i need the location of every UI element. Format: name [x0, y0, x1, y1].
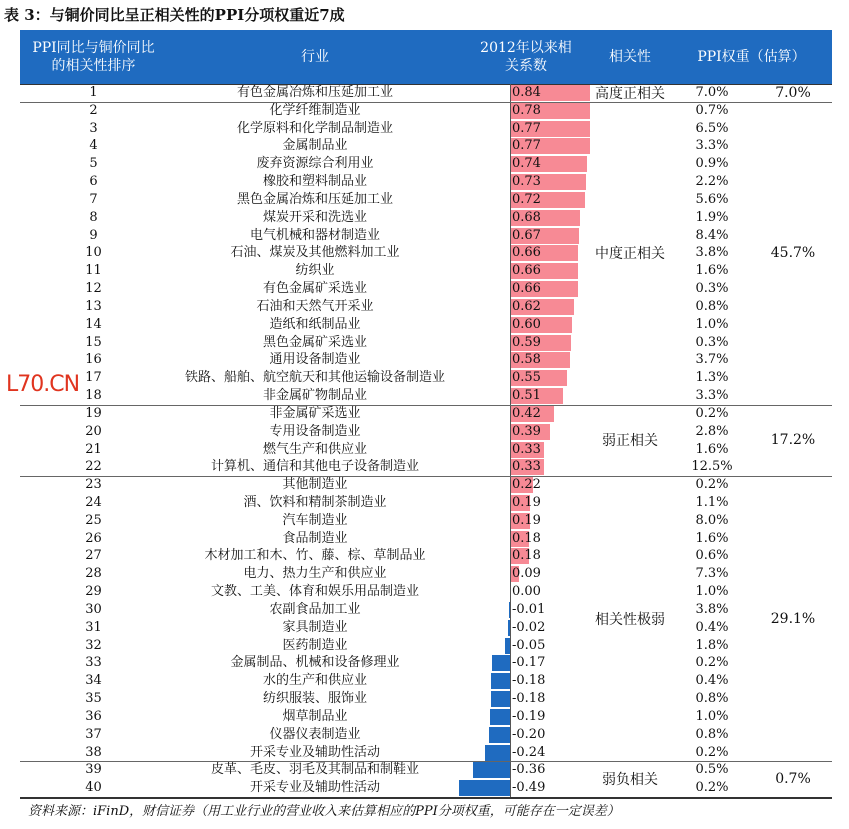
rank-cell: 12	[85, 281, 102, 297]
coefficient-value: -0.17	[512, 655, 546, 671]
rank-cell: 30	[85, 601, 102, 617]
weight-cell: 0.2%	[695, 655, 729, 671]
rank-cell: 10	[85, 245, 102, 261]
group-weight-total: 0.7%	[754, 762, 832, 797]
table-row	[20, 512, 832, 530]
coefficient-cell	[510, 369, 589, 387]
rank-cell: 21	[85, 441, 102, 457]
rank-cell: 26	[85, 530, 102, 546]
table-row	[20, 262, 832, 280]
coefficient-cell	[510, 316, 589, 334]
weight-cell: 0.4%	[695, 673, 729, 689]
weight-cell: 1.0%	[695, 708, 729, 724]
industry-cell: 专用设备制造业	[269, 423, 361, 439]
header-industry: 行业	[301, 49, 329, 65]
coefficient-cell	[510, 298, 589, 316]
header-relation: 相关性	[609, 49, 651, 65]
coefficient-cell	[510, 351, 589, 369]
coefficient-cell	[510, 173, 589, 191]
weight-cell: 1.0%	[695, 316, 729, 332]
industry-cell: 煤炭开采和洗选业	[262, 209, 367, 225]
coefficient-bar-negative	[490, 709, 510, 725]
weight-cell: 0.5%	[695, 762, 729, 778]
rank-cell: 19	[85, 405, 102, 421]
industry-cell: 开采专业及辅助性活动	[249, 780, 380, 796]
coefficient-value: -0.02	[512, 619, 546, 635]
weight-cell: 0.4%	[695, 619, 729, 635]
coefficient-value: -0.24	[512, 744, 546, 760]
coefficient-cell	[510, 530, 589, 548]
coefficient-cell	[510, 601, 589, 619]
industry-cell: 非金属矿物制品业	[262, 388, 367, 404]
relation-group-label: 相关性极弱	[590, 477, 670, 761]
industry-cell: 铁路、船舶、航空航天和其他运输设备制造业	[184, 370, 445, 386]
weight-cell: 0.8%	[695, 726, 729, 742]
rank-cell: 32	[85, 637, 102, 653]
industry-cell: 纺织服装、服饰业	[262, 691, 367, 707]
industry-cell: 计算机、通信和其他电子设备制造业	[210, 459, 419, 475]
table-row	[20, 102, 832, 120]
coefficient-bar-negative	[489, 727, 510, 743]
coefficient-value: 0.74	[512, 156, 541, 172]
coefficient-value: 0.18	[512, 548, 541, 564]
coefficient-cell	[510, 654, 589, 672]
weight-cell: 7.0%	[695, 85, 729, 100]
table-row	[20, 476, 832, 494]
rank-cell: 6	[89, 174, 98, 190]
industry-cell: 电气机械和器材制造业	[249, 227, 380, 243]
industry-cell: 石油、煤炭及其他燃料加工业	[230, 245, 400, 261]
group-weight-total: 45.7%	[754, 102, 832, 404]
table-row	[20, 494, 832, 512]
coefficient-value: 0.73	[512, 174, 541, 190]
rank-cell: 28	[85, 566, 102, 582]
coefficient-cell	[510, 423, 589, 441]
industry-cell: 开采专业及辅助性活动	[249, 744, 380, 760]
coefficient-value: 0.67	[512, 227, 541, 243]
coefficient-cell	[510, 244, 589, 262]
coefficient-bar-negative	[459, 780, 510, 796]
coefficient-cell	[510, 512, 589, 530]
coefficient-value: 0.19	[512, 512, 541, 528]
watermark: L70.CN	[6, 372, 80, 397]
weight-cell: 3.3%	[695, 388, 729, 404]
coefficient-cell	[510, 672, 589, 690]
coefficient-value: 0.22	[512, 477, 541, 493]
rank-cell: 35	[85, 691, 102, 707]
coefficient-cell	[510, 209, 589, 227]
coefficient-value: 0.19	[512, 494, 541, 510]
coefficient-value: 0.78	[512, 102, 541, 118]
industry-cell: 化学纤维制造业	[269, 102, 361, 118]
coefficient-cell	[510, 334, 589, 352]
coefficient-cell	[510, 547, 589, 565]
coefficient-value: 0.33	[512, 459, 541, 475]
rank-cell: 7	[89, 191, 98, 207]
table-row	[20, 334, 832, 352]
table-row	[20, 405, 832, 423]
industry-cell: 水的生产和供应业	[262, 673, 367, 689]
coefficient-value: -0.01	[512, 601, 546, 617]
table-body	[20, 84, 832, 797]
coefficient-bar-negative	[492, 655, 510, 671]
table-row	[20, 423, 832, 441]
rank-cell: 2	[89, 102, 98, 118]
rank-cell: 4	[89, 138, 98, 154]
weight-cell: 0.7%	[695, 102, 729, 118]
coefficient-cell	[510, 191, 589, 209]
table-row	[20, 547, 832, 565]
coefficient-value: 0.39	[512, 423, 541, 439]
rank-cell: 40	[85, 780, 102, 796]
coefficient-bar-negative	[491, 691, 510, 707]
table-row	[20, 298, 832, 316]
rank-cell: 13	[85, 298, 102, 314]
table-row	[20, 209, 832, 227]
coefficient-value: -0.05	[512, 637, 546, 653]
coefficient-value: 0.68	[512, 209, 541, 225]
rank-cell: 38	[85, 744, 102, 760]
header-coef-line2: 关系数	[504, 58, 547, 74]
coefficient-cell	[510, 458, 589, 476]
rank-cell: 27	[85, 548, 102, 564]
coefficient-cell	[510, 405, 589, 423]
weight-cell: 1.8%	[695, 637, 729, 653]
coefficient-cell	[510, 761, 589, 779]
weight-cell: 1.1%	[695, 494, 729, 510]
coefficient-cell	[510, 84, 589, 102]
weight-cell: 1.6%	[695, 441, 729, 457]
table-title: 表 3：与铜价同比呈正相关性的PPI分项权重近7成	[4, 6, 345, 24]
header-coefficient	[463, 30, 589, 84]
coefficient-cell	[510, 227, 589, 245]
industry-cell: 家具制造业	[282, 619, 348, 635]
weight-cell: 0.3%	[695, 334, 729, 350]
weight-cell: 1.3%	[695, 370, 729, 386]
coefficient-cell	[510, 690, 589, 708]
coefficient-value: -0.36	[512, 762, 546, 778]
table-row	[20, 761, 832, 779]
coefficient-value: 0.00	[512, 584, 541, 600]
industry-cell: 文教、工美、体育和娱乐用品制造业	[210, 584, 419, 600]
industry-cell: 化学原料和化学制品制造业	[236, 120, 393, 136]
weight-cell: 1.0%	[695, 584, 729, 600]
table-row	[20, 583, 832, 601]
rank-cell: 31	[85, 619, 102, 635]
coefficient-cell	[510, 494, 589, 512]
table-row	[20, 191, 832, 209]
rank-cell: 34	[85, 673, 102, 689]
weight-cell: 0.8%	[695, 691, 729, 707]
industry-cell: 其他制造业	[282, 477, 348, 493]
rank-cell: 36	[85, 708, 102, 724]
coefficient-value: 0.60	[512, 316, 541, 332]
industry-cell: 非金属矿采选业	[269, 405, 361, 421]
rank-cell: 1	[89, 85, 98, 100]
coefficient-value: 0.62	[512, 298, 541, 314]
header-weight: PPI权重（估算）	[697, 49, 806, 65]
weight-cell: 3.3%	[695, 138, 729, 154]
rank-cell: 11	[85, 263, 102, 279]
relation-group-label: 中度正相关	[590, 102, 670, 404]
group-separator	[20, 102, 832, 103]
coefficient-value: 0.59	[512, 334, 541, 350]
weight-cell: 12.5%	[691, 459, 733, 475]
relation-group-label: 弱负相关	[590, 762, 670, 797]
table-row	[20, 351, 832, 369]
industry-cell: 仪器仪表制造业	[269, 726, 361, 742]
coefficient-zero-axis	[510, 84, 511, 797]
weight-cell: 0.6%	[695, 548, 729, 564]
rank-cell: 8	[89, 209, 98, 225]
weight-cell: 0.9%	[695, 156, 729, 172]
table-row	[20, 654, 832, 672]
industry-cell: 农副食品加工业	[269, 601, 361, 617]
weight-cell: 0.2%	[695, 744, 729, 760]
weight-cell: 8.0%	[695, 512, 729, 528]
coefficient-cell	[510, 280, 589, 298]
coefficient-cell	[510, 583, 589, 601]
group-weight-total: 29.1%	[754, 477, 832, 761]
industry-cell: 纺织业	[295, 263, 335, 279]
industry-cell: 黑色金属矿采选业	[262, 334, 367, 350]
weight-cell: 1.6%	[695, 263, 729, 279]
coefficient-value: 0.51	[512, 388, 541, 404]
rank-cell: 17	[85, 370, 102, 386]
rank-cell: 18	[85, 388, 102, 404]
weight-cell: 1.9%	[695, 209, 729, 225]
industry-cell: 酒、饮料和精制茶制造业	[243, 494, 387, 510]
table-row	[20, 672, 832, 690]
coefficient-cell	[510, 387, 589, 405]
group-separator	[20, 476, 832, 477]
rank-cell: 15	[85, 334, 102, 350]
table-row	[20, 637, 832, 655]
weight-cell: 0.2%	[695, 405, 729, 421]
rank-cell: 24	[85, 494, 102, 510]
industry-cell: 汽车制造业	[282, 512, 348, 528]
industry-cell: 电力、热力生产和供应业	[243, 566, 387, 582]
weight-cell: 7.3%	[695, 566, 729, 582]
coefficient-value: 0.72	[512, 191, 541, 207]
coefficient-bar-negative	[485, 745, 510, 761]
table-header	[20, 30, 832, 84]
coefficient-cell	[510, 137, 589, 155]
coefficient-value: 0.33	[512, 441, 541, 457]
rank-cell: 9	[89, 227, 98, 243]
table-row	[20, 441, 832, 459]
industry-cell: 橡胶和塑料制品业	[262, 174, 367, 190]
industry-cell: 石油和天然气开采业	[256, 298, 374, 314]
weight-cell: 3.7%	[695, 352, 729, 368]
table-row	[20, 726, 832, 744]
rank-cell: 14	[85, 316, 102, 332]
rank-cell: 5	[89, 156, 98, 172]
weight-cell: 0.2%	[695, 780, 729, 796]
weight-cell: 3.8%	[695, 245, 729, 261]
table-row	[20, 369, 832, 387]
weight-cell: 5.6%	[695, 191, 729, 207]
rank-cell: 3	[89, 120, 98, 136]
rank-cell: 22	[85, 459, 102, 475]
coefficient-value: 0.66	[512, 263, 541, 279]
table-row	[20, 155, 832, 173]
table-row	[20, 173, 832, 191]
rank-cell: 20	[85, 423, 102, 439]
coefficient-cell	[510, 708, 589, 726]
coefficient-cell	[510, 619, 589, 637]
industry-cell: 医药制造业	[282, 637, 348, 653]
industry-cell: 皮革、毛皮、羽毛及其制品和制鞋业	[210, 762, 419, 778]
table-row	[20, 744, 832, 762]
weight-cell: 3.8%	[695, 601, 729, 617]
rank-cell: 33	[85, 655, 102, 671]
table-row	[20, 137, 832, 155]
coefficient-cell	[510, 726, 589, 744]
table-row	[20, 690, 832, 708]
table-row	[20, 530, 832, 548]
coefficient-value: 0.66	[512, 281, 541, 297]
weight-cell: 2.8%	[695, 423, 729, 439]
rank-cell: 23	[85, 477, 102, 493]
table-row	[20, 601, 832, 619]
coefficient-value: 0.55	[512, 370, 541, 386]
industry-cell: 金属制品、机械和设备修理业	[230, 655, 400, 671]
header-rank-line2: 的相关性排序	[51, 58, 136, 74]
industry-cell: 食品制造业	[282, 530, 348, 546]
industry-cell: 废弃资源综合利用业	[256, 156, 374, 172]
header-rank-line1: PPI同比与铜价同比	[32, 40, 155, 56]
weight-cell: 2.2%	[695, 174, 729, 190]
coefficient-cell	[510, 262, 589, 280]
coefficient-bar-negative	[473, 762, 510, 778]
rank-cell: 25	[85, 512, 102, 528]
weight-cell: 0.2%	[695, 477, 729, 493]
rank-cell: 39	[85, 762, 102, 778]
coefficient-value: -0.18	[512, 691, 546, 707]
coefficient-value: 0.66	[512, 245, 541, 261]
coefficient-value: -0.49	[512, 780, 546, 796]
table-row	[20, 316, 832, 334]
coefficient-value: 0.77	[512, 138, 541, 154]
industry-cell: 造纸和纸制品业	[269, 316, 361, 332]
industry-cell: 黑色金属冶炼和压延加工业	[236, 191, 393, 207]
table-row	[20, 280, 832, 298]
coefficient-bar-negative	[491, 673, 510, 689]
coefficient-value: -0.19	[512, 708, 546, 724]
table-row	[20, 458, 832, 476]
industry-cell: 木材加工和木、竹、藤、棕、草制品业	[204, 548, 426, 564]
coefficient-cell	[510, 102, 589, 120]
coefficient-value: -0.18	[512, 673, 546, 689]
coefficient-cell	[510, 779, 589, 797]
weight-cell: 1.6%	[695, 530, 729, 546]
rank-cell: 29	[85, 584, 102, 600]
coefficient-cell	[510, 120, 589, 138]
table-row	[20, 244, 832, 262]
industry-cell: 烟草制品业	[282, 708, 348, 724]
coefficient-cell	[510, 476, 589, 494]
coefficient-value: 0.42	[512, 405, 541, 421]
table-row	[20, 227, 832, 245]
weight-cell: 0.3%	[695, 281, 729, 297]
table-row	[20, 387, 832, 405]
table-row	[20, 565, 832, 583]
industry-cell: 燃气生产和供应业	[262, 441, 367, 457]
industry-cell: 金属制品业	[282, 138, 348, 154]
header-coef-line1: 2012年以来相	[480, 40, 572, 56]
industry-cell: 有色金属矿采选业	[262, 281, 367, 297]
coefficient-value: -0.20	[512, 726, 546, 742]
table-row	[20, 708, 832, 726]
rank-cell: 37	[85, 726, 102, 742]
table-row	[20, 779, 832, 797]
group-separator	[20, 405, 832, 406]
weight-cell: 6.5%	[695, 120, 729, 136]
table-row	[20, 120, 832, 138]
coefficient-cell	[510, 441, 589, 459]
coefficient-value: 0.84	[512, 85, 541, 100]
coefficient-cell	[510, 155, 589, 173]
rank-cell: 16	[85, 352, 102, 368]
coefficient-value: 0.09	[512, 566, 541, 582]
header-rank	[20, 30, 167, 84]
industry-cell: 通用设备制造业	[269, 352, 361, 368]
relation-group-label: 高度正相关	[590, 85, 670, 102]
coefficient-value: 0.77	[512, 120, 541, 136]
table-row	[20, 84, 832, 102]
weight-cell: 0.8%	[695, 298, 729, 314]
coefficient-cell	[510, 565, 589, 583]
table-row	[20, 619, 832, 637]
group-weight-total: 17.2%	[754, 405, 832, 475]
group-weight-total: 7.0%	[754, 85, 832, 102]
coefficient-cell	[510, 744, 589, 762]
weight-cell: 8.4%	[695, 227, 729, 243]
coefficient-value: 0.58	[512, 352, 541, 368]
coefficient-value: 0.18	[512, 530, 541, 546]
group-separator	[20, 761, 832, 762]
table-bottom-border	[20, 797, 832, 799]
relation-group-label: 弱正相关	[590, 405, 670, 475]
coefficient-cell	[510, 637, 589, 655]
industry-cell: 有色金属冶炼和压延加工业	[236, 85, 393, 100]
source-note: 资料来源：iFinD，财信证券（用工业行业的营业收入来估算相应的PPI分项权重，可能存在一定误差）	[28, 804, 620, 819]
